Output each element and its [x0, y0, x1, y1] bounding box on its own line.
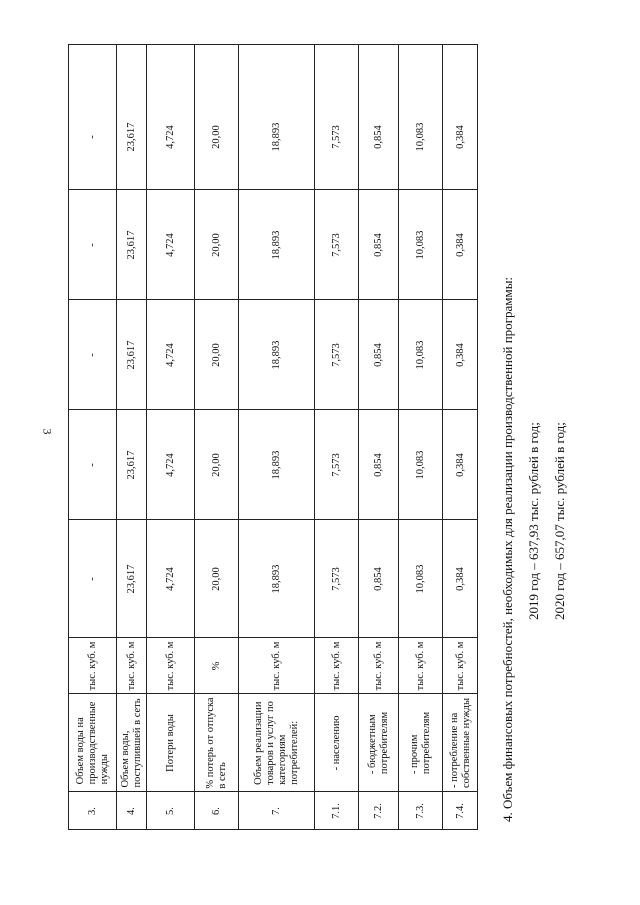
row-name: Объем воды, поступившей в сеть — [119, 697, 143, 788]
row-value-1: 18,893 — [270, 564, 282, 593]
row-value-5: 10,083 — [414, 122, 426, 151]
page-number: 3 — [40, 428, 55, 435]
row-number: 3. — [86, 806, 98, 815]
row-value-2: 7,573 — [330, 452, 342, 477]
row-name: - прочим потребителям — [408, 711, 432, 774]
table-row — [194, 45, 238, 830]
row-value-1: 20,00 — [210, 566, 222, 591]
row-unit: тыс. куб. м — [86, 641, 98, 690]
table-row — [314, 45, 358, 830]
row-value-1: 0,854 — [372, 566, 384, 591]
row-number: 6. — [210, 806, 222, 815]
row-value-4: 23,617 — [125, 230, 137, 259]
row-value-3: 4,724 — [164, 342, 176, 367]
table-row — [238, 45, 314, 830]
row-unit: % — [210, 661, 222, 670]
production-program-table — [68, 44, 478, 830]
row-number: 4. — [125, 806, 137, 815]
row-value-3: 10,083 — [414, 340, 426, 369]
row-value-3: 0,384 — [454, 342, 466, 367]
row-value-3: - — [86, 352, 98, 357]
row-value-1: 7,573 — [330, 566, 342, 591]
row-value-5: 0,854 — [372, 124, 384, 149]
row-value-2: 18,893 — [270, 450, 282, 479]
table-row — [68, 45, 116, 830]
row-number: 7.1. — [330, 802, 342, 819]
row-name: - бюджетным потребителям — [366, 711, 390, 774]
row-value-4: 7,573 — [330, 232, 342, 257]
row-value-5: 23,617 — [125, 122, 137, 151]
row-name: Потери воды — [164, 713, 176, 772]
row-value-2: 20,00 — [210, 452, 222, 477]
row-value-2: 4,724 — [164, 452, 176, 477]
row-value-3: 23,617 — [125, 340, 137, 369]
row-value-2: 0,384 — [454, 452, 466, 477]
row-number: 7. — [270, 806, 282, 815]
row-value-2: - — [86, 462, 98, 467]
financial-needs-2020: 2020 год – 657,07 тыс. рублей в год; — [552, 422, 567, 620]
row-value-1: 0,384 — [454, 566, 466, 591]
row-value-5: - — [86, 134, 98, 139]
table-row — [146, 45, 194, 830]
row-unit: тыс. куб. м — [414, 641, 426, 690]
row-value-5: 18,893 — [270, 122, 282, 151]
row-unit: тыс. куб. м — [330, 641, 342, 690]
row-value-4: 0,854 — [372, 232, 384, 257]
row-value-2: 10,083 — [414, 450, 426, 479]
row-value-2: 23,617 — [125, 450, 137, 479]
financial-needs-heading: 4. Объем финансовых потребностей, необходимых для реализации производственной программы: — [500, 276, 515, 822]
row-value-4: 0,384 — [454, 232, 466, 257]
row-value-3: 20,00 — [210, 342, 222, 367]
row-value-5: 0,384 — [454, 124, 466, 149]
row-value-5: 20,00 — [210, 124, 222, 149]
row-number: 7.4. — [454, 802, 466, 819]
row-unit: тыс. куб. м — [125, 641, 137, 690]
row-value-3: 0,854 — [372, 342, 384, 367]
row-value-1: 10,083 — [414, 564, 426, 593]
financial-needs-2019: 2019 год – 637,93 тыс. рублей в год; — [526, 422, 541, 620]
row-value-4: - — [86, 242, 98, 247]
row-value-4: 4,724 — [164, 232, 176, 257]
row-value-5: 7,573 — [330, 124, 342, 149]
row-value-1: 4,724 — [164, 566, 176, 591]
row-value-4: 18,893 — [270, 230, 282, 259]
table-row — [116, 45, 146, 830]
table-row — [442, 45, 478, 830]
row-name: Объем воды на производственные нужды — [74, 701, 110, 784]
row-number: 7.3. — [414, 802, 426, 819]
row-value-3: 7,573 — [330, 342, 342, 367]
row-number: 5. — [164, 806, 176, 815]
row-value-3: 18,893 — [270, 340, 282, 369]
row-value-4: 20,00 — [210, 232, 222, 257]
row-name: % потерь от отпуска в сеть — [204, 696, 228, 789]
row-name: Объем реализации товаров и услуг по категориям потребителей: — [252, 700, 300, 785]
row-value-2: 0,854 — [372, 452, 384, 477]
row-value-5: 4,724 — [164, 124, 176, 149]
row-name: - населению — [330, 715, 342, 770]
row-value-1: 23,617 — [125, 564, 137, 593]
table-row — [398, 45, 442, 830]
table-row — [358, 45, 398, 830]
row-value-4: 10,083 — [414, 230, 426, 259]
row-value-1: - — [86, 576, 98, 581]
row-number: 7.2. — [372, 802, 384, 819]
row-name: - потребление на собственные нужды — [448, 697, 472, 788]
row-unit: тыс. куб. м — [164, 641, 176, 690]
row-unit: тыс. куб. м — [270, 641, 282, 690]
row-unit: тыс. куб. м — [454, 641, 466, 690]
row-unit: тыс. куб. м — [372, 641, 384, 690]
